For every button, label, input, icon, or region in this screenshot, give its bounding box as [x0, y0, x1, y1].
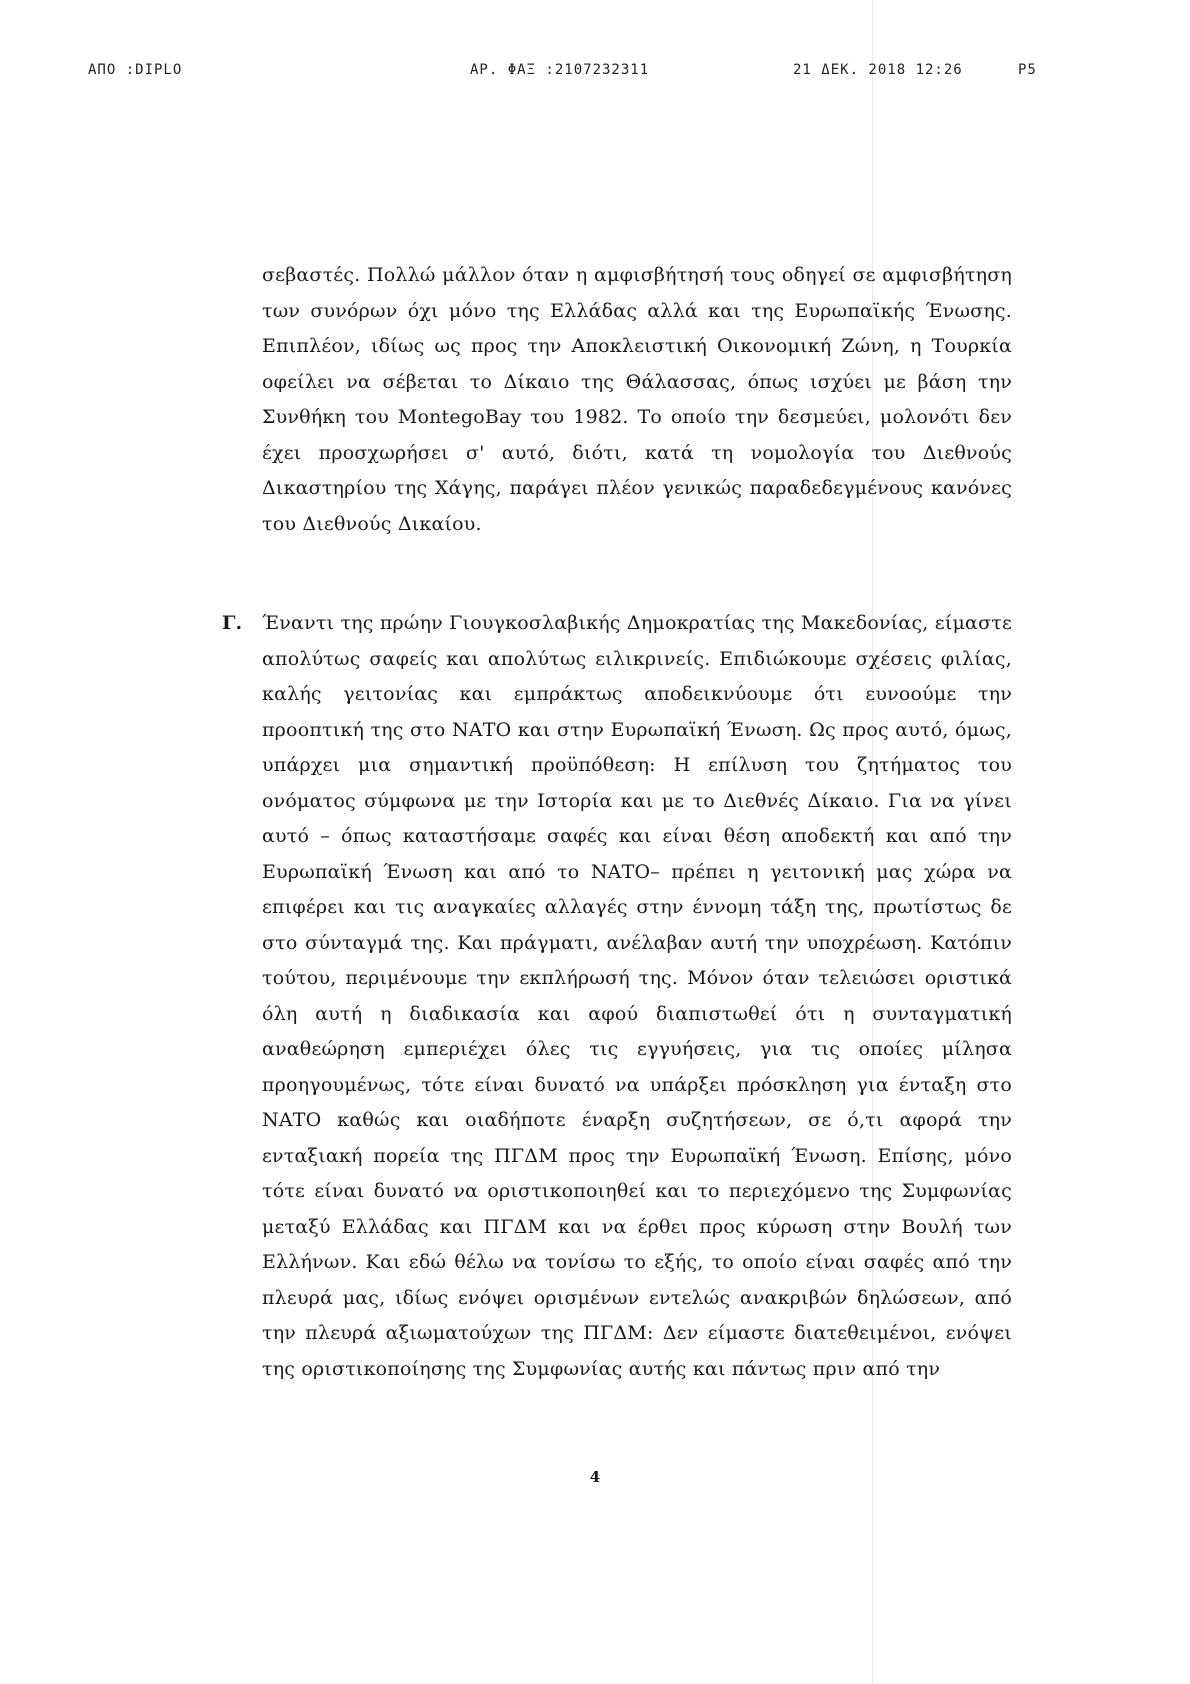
fax-sender: ΑΠΟ :DIPLO: [88, 62, 183, 78]
fax-header: [88, 62, 1048, 84]
section-label: Γ.: [222, 612, 243, 634]
paragraph-section-g: Έναντι της πρώην Γιουγκοσλαβικής Δημοκρατίας της Μακεδονίας, είμαστε απολύτως σαφείς και απολύτως ειλικρινείς. Επιδιώκουμε σχέσεις φιλίας, καλής γειτονίας και εμπράκτως αποδεικνύουμε ότι ευνοούμε την προοπτική της στο ΝΑΤΟ και στην Ευρωπαϊκή Ένωση. Ως προς αυτό, όμως, υπάρχει μια σημαντική προϋπόθεση: Η επίλυση του ζητήματος του ονόματος σύμφωνα με την Ιστορία και με το Διεθνές Δίκαιο. Για να γίνει αυτό – όπως καταστήσαμε σαφές και είναι θέση αποδεκτή και από την Ευρωπαϊκή Ένωση και από το ΝΑΤΟ– πρέπει η γειτονική μας χώρα να επιφέρει και τις αναγκαίες αλλαγές στην έννομη τάξη της, πρωτίστως δε στο σύνταγμά της. Και πράγματι, ανέλαβαν αυτή την υποχρέωση. Κατόπιν τούτου, περιμένουμε την εκπλήρωσή της. Μόνον όταν τελειώσει οριστικά όλη αυτή η διαδικασία και αφού διαπιστωθεί ότι η συνταγματική αναθεώρηση εμπεριέχει όλες τις εγγυήσεις, για τις οποίες μίλησα προηγουμένως, τότε είναι δυνατό να υπάρξει πρόσκληση για ένταξη στο ΝΑΤΟ καθώς και οιαδήποτε έναρξη συζητήσεων, σε ό,τι αφορά την ενταξιακή πορεία της ΠΓΔΜ προς την Ευρωπαϊκή Ένωση. Επίσης, μόνο τότε είναι δυνατό να οριστικοποιηθεί και το περιεχόμενο της Συμφωνίας μεταξύ Ελλάδας και ΠΓΔΜ και να έρθει προς κύρωση στην Βουλή των Ελλήνων. Και εδώ θέλω να τονίσω το εξής, το οποίο είναι σαφές από την πλευρά μας, ιδίως ενόψει ορισμένων εντελώς ανακριβών δηλώσεων, από την πλευρά αξιωματούχων της ΠΓΔΜ: Δεν είμαστε διατεθειμένοι, ενόψει της οριστικοποίησης της Συμφωνίας αυτής και πάντως πριν από την: [262, 612, 1012, 1380]
fax-date-time: 21 ΔΕΚ. 2018 12:26: [793, 62, 963, 78]
fax-page-code: P5: [1018, 62, 1037, 78]
paragraph-continuation: σεβαστές. Πολλώ μάλλον όταν η αμφισβήτησή τους οδηγεί σε αμφισβήτηση των συνόρων όχι μόνο της Ελλάδας αλλά και της Ευρωπαϊκής Ένωσης. Επιπλέον, ιδίως ως προς την Αποκλειστική Οικονομική Ζώνη, η Τουρκία οφείλει να σέβεται το Δίκαιο της Θάλασσας, όπως ισχύει με βάση την Συνθήκη του MontegoBay του 1982. Το οποίο την δεσμεύει, μολονότι δεν έχει προσχωρήσει σ' αυτό, διότι, κατά τη νομολογία του Διεθνούς Δικαστηρίου της Χάγης, παράγει πλέον γενικώς παραδεδεγμένους κανόνες του Διεθνούς Δικαίου.: [262, 264, 1012, 535]
page-number: 4: [589, 1468, 601, 1486]
fax-number: ΑΡ. ΦΑΞ :2107232311: [470, 62, 650, 78]
